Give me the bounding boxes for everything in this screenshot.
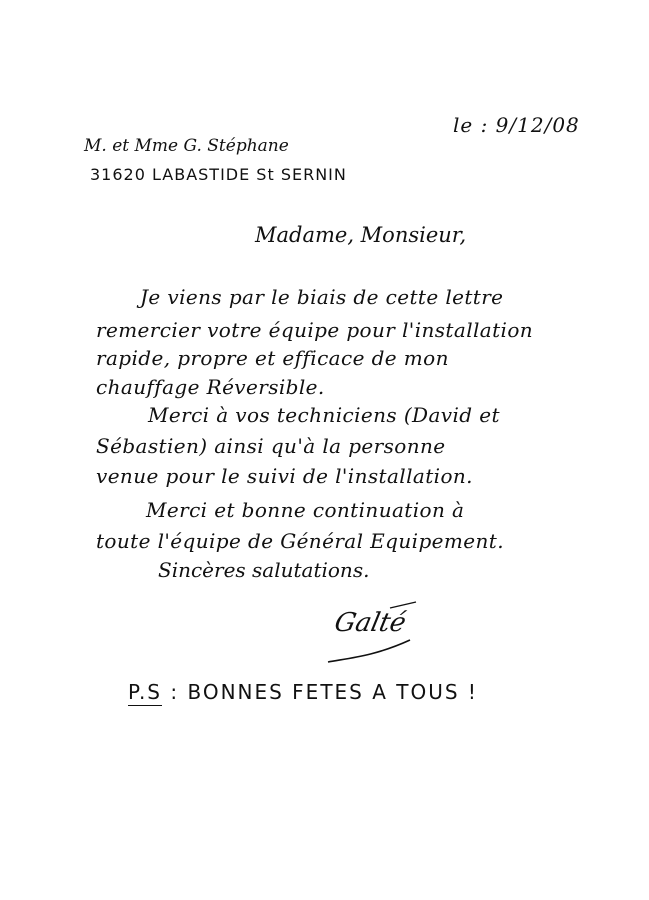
body-line: Sébastien) ainsi qu'à la personne <box>96 434 446 458</box>
sender-name: M. et Mme G. Stéphane <box>84 136 289 156</box>
body-line: Merci à vos techniciens (David et <box>148 403 500 427</box>
postscript-underline <box>128 705 162 706</box>
body-line: toute l'équipe de Général Equipement. <box>96 529 504 553</box>
letter-date: le : 9/12/08 <box>453 113 580 137</box>
postscript: P.S : BONNES FETES A TOUS ! <box>128 680 478 704</box>
body-line: venue pour le suivi de l'installation. <box>96 464 473 488</box>
sender-address: 31620 LABASTIDE St SERNIN <box>90 165 347 184</box>
closing: Sincères salutations. <box>158 558 370 582</box>
signature: Galté <box>331 608 409 638</box>
body-line: chauffage Réversible. <box>96 375 325 399</box>
body-line: remercier votre équipe pour l'installation <box>96 318 534 342</box>
body-line: rapide, propre et efficace de mon <box>96 346 449 370</box>
body-line: Je viens par le biais de cette lettre <box>140 285 504 309</box>
salutation: Madame, Monsieur, <box>255 223 467 247</box>
body-line: Merci et bonne continuation à <box>146 498 465 522</box>
